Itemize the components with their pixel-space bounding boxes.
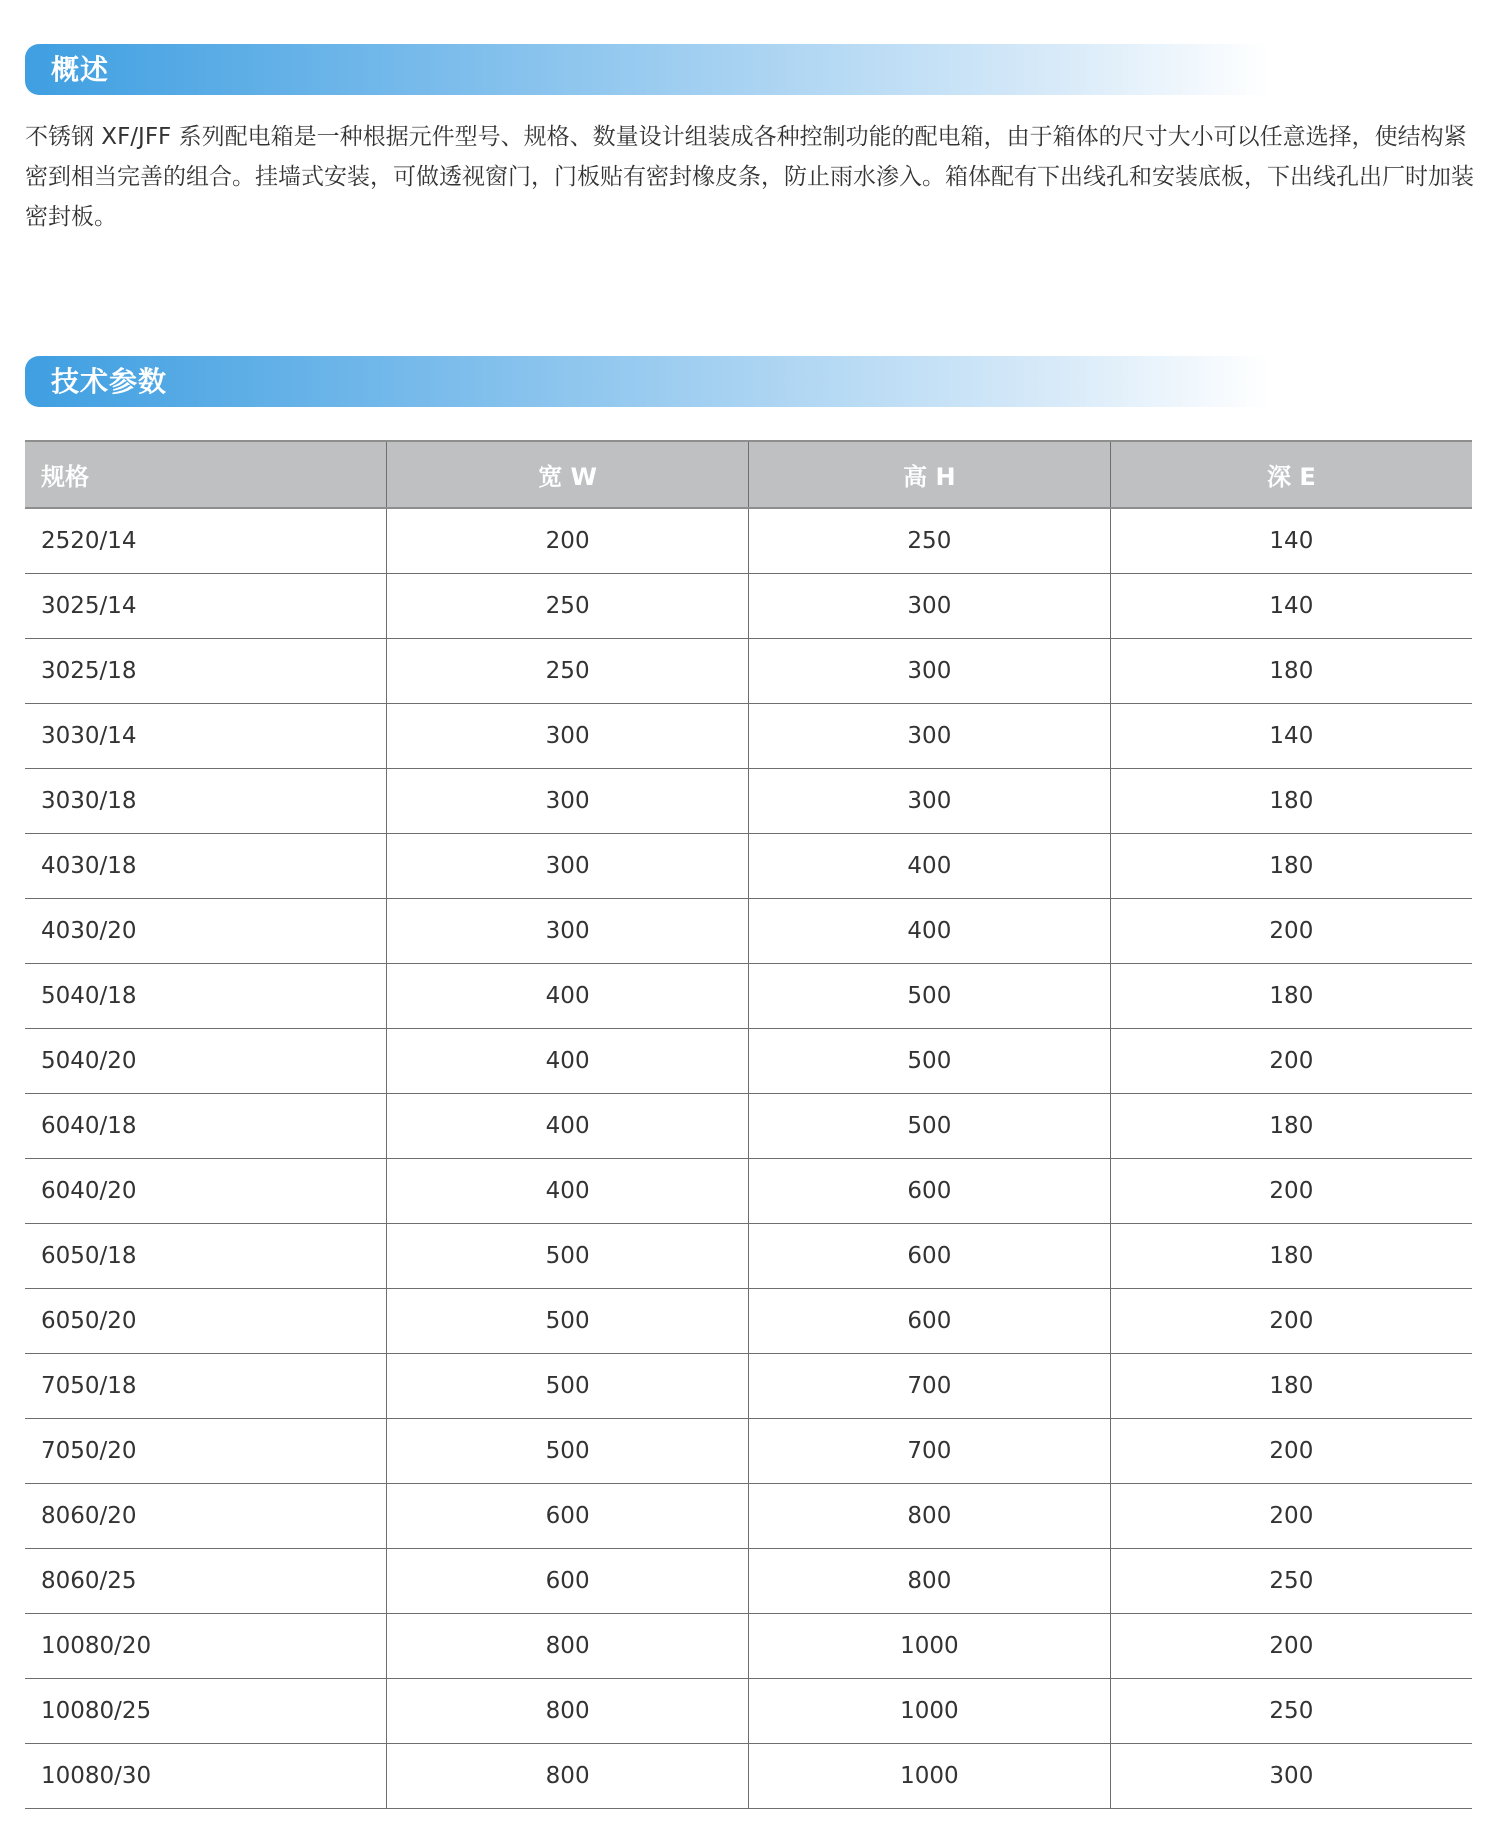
depth-cell: 250 xyxy=(1110,1549,1472,1614)
specs-section-header xyxy=(25,356,1472,407)
width-cell: 500 xyxy=(387,1224,749,1289)
table-row xyxy=(25,1484,1472,1549)
width-cell: 800 xyxy=(387,1614,749,1679)
width-cell: 300 xyxy=(387,899,749,964)
table-row xyxy=(25,834,1472,899)
width-cell: 300 xyxy=(387,769,749,834)
column-header-width: 宽 W xyxy=(387,441,749,508)
height-cell: 400 xyxy=(749,899,1111,964)
model-cell: 8060/20 xyxy=(25,1484,387,1549)
table-row xyxy=(25,1029,1472,1094)
height-cell: 1000 xyxy=(749,1614,1111,1679)
height-cell: 700 xyxy=(749,1354,1111,1419)
specs-title: 技术参数 xyxy=(51,365,168,398)
width-cell: 500 xyxy=(387,1289,749,1354)
depth-cell: 180 xyxy=(1110,834,1472,899)
depth-cell: 140 xyxy=(1110,574,1472,639)
depth-cell: 140 xyxy=(1110,704,1472,769)
depth-cell: 140 xyxy=(1110,508,1472,574)
width-cell: 400 xyxy=(387,1029,749,1094)
overview-title: 概述 xyxy=(51,53,110,86)
table-row xyxy=(25,964,1472,1029)
spec-table-body xyxy=(25,508,1472,1809)
model-cell: 4030/20 xyxy=(25,899,387,964)
model-cell: 5040/20 xyxy=(25,1029,387,1094)
table-row xyxy=(25,704,1472,769)
height-cell: 600 xyxy=(749,1289,1111,1354)
width-cell: 600 xyxy=(387,1549,749,1614)
overview-section-header xyxy=(25,44,1472,95)
column-header-model: 规格 xyxy=(25,441,387,508)
width-cell: 300 xyxy=(387,834,749,899)
depth-cell: 300 xyxy=(1110,1744,1472,1809)
table-row xyxy=(25,1549,1472,1614)
width-cell: 300 xyxy=(387,704,749,769)
model-cell: 6040/18 xyxy=(25,1094,387,1159)
height-cell: 1000 xyxy=(749,1679,1111,1744)
width-cell: 800 xyxy=(387,1744,749,1809)
depth-cell: 180 xyxy=(1110,639,1472,704)
depth-cell: 200 xyxy=(1110,899,1472,964)
table-row xyxy=(25,574,1472,639)
table-row xyxy=(25,1744,1472,1809)
column-header-height: 高 H xyxy=(749,441,1111,508)
height-cell: 300 xyxy=(749,769,1111,834)
table-row xyxy=(25,1679,1472,1744)
width-cell: 400 xyxy=(387,964,749,1029)
model-cell: 10080/30 xyxy=(25,1744,387,1809)
height-cell: 600 xyxy=(749,1159,1111,1224)
depth-cell: 200 xyxy=(1110,1484,1472,1549)
height-cell: 500 xyxy=(749,1029,1111,1094)
height-cell: 300 xyxy=(749,704,1111,769)
width-cell: 400 xyxy=(387,1094,749,1159)
model-cell: 10080/25 xyxy=(25,1679,387,1744)
height-cell: 300 xyxy=(749,639,1111,704)
height-cell: 1000 xyxy=(749,1744,1111,1809)
model-cell: 10080/20 xyxy=(25,1614,387,1679)
table-row xyxy=(25,508,1472,574)
table-row xyxy=(25,1614,1472,1679)
model-cell: 3030/14 xyxy=(25,704,387,769)
height-cell: 700 xyxy=(749,1419,1111,1484)
width-cell: 600 xyxy=(387,1484,749,1549)
table-row xyxy=(25,1289,1472,1354)
model-cell: 7050/20 xyxy=(25,1419,387,1484)
table-row xyxy=(25,899,1472,964)
model-cell: 4030/18 xyxy=(25,834,387,899)
depth-cell: 180 xyxy=(1110,1094,1472,1159)
width-cell: 800 xyxy=(387,1679,749,1744)
width-cell: 200 xyxy=(387,508,749,574)
column-header-depth: 深 E xyxy=(1110,441,1472,508)
table-row xyxy=(25,639,1472,704)
depth-cell: 200 xyxy=(1110,1614,1472,1679)
width-cell: 500 xyxy=(387,1354,749,1419)
model-cell: 6050/20 xyxy=(25,1289,387,1354)
height-cell: 800 xyxy=(749,1484,1111,1549)
height-cell: 250 xyxy=(749,508,1111,574)
model-cell: 7050/18 xyxy=(25,1354,387,1419)
model-cell: 6050/18 xyxy=(25,1224,387,1289)
depth-cell: 200 xyxy=(1110,1029,1472,1094)
table-row xyxy=(25,1354,1472,1419)
model-cell: 6040/20 xyxy=(25,1159,387,1224)
depth-cell: 180 xyxy=(1110,964,1472,1029)
width-cell: 400 xyxy=(387,1159,749,1224)
overview-text: 不锈钢 XF/JFF 系列配电箱是一种根据元件型号、规格、数量设计组装成各种控制功能的配电箱，由于箱体的尺寸大小可以任意选择，使结构紧密到相当完善的组合。挂墙式安装，可做透视窗门，门板贴有密封橡皮条，防止雨水渗入。箱体配有下出线孔和安装底板，下出线孔出厂时加装密封板。 xyxy=(25,124,1474,230)
height-cell: 300 xyxy=(749,574,1111,639)
model-cell: 3025/18 xyxy=(25,639,387,704)
height-cell: 600 xyxy=(749,1224,1111,1289)
height-cell: 500 xyxy=(749,964,1111,1029)
table-row xyxy=(25,1224,1472,1289)
depth-cell: 250 xyxy=(1110,1679,1472,1744)
model-cell: 3030/18 xyxy=(25,769,387,834)
depth-cell: 200 xyxy=(1110,1419,1472,1484)
depth-cell: 180 xyxy=(1110,769,1472,834)
width-cell: 500 xyxy=(387,1419,749,1484)
width-cell: 250 xyxy=(387,574,749,639)
spec-table-header-row xyxy=(25,441,1472,508)
model-cell: 5040/18 xyxy=(25,964,387,1029)
model-cell: 8060/25 xyxy=(25,1549,387,1614)
model-cell: 3025/14 xyxy=(25,574,387,639)
height-cell: 800 xyxy=(749,1549,1111,1614)
depth-cell: 180 xyxy=(1110,1354,1472,1419)
table-row xyxy=(25,769,1472,834)
table-row xyxy=(25,1094,1472,1159)
table-row xyxy=(25,1419,1472,1484)
spec-table xyxy=(25,440,1472,1809)
depth-cell: 180 xyxy=(1110,1224,1472,1289)
model-cell: 2520/14 xyxy=(25,508,387,574)
depth-cell: 200 xyxy=(1110,1159,1472,1224)
height-cell: 400 xyxy=(749,834,1111,899)
depth-cell: 200 xyxy=(1110,1289,1472,1354)
height-cell: 500 xyxy=(749,1094,1111,1159)
table-row xyxy=(25,1159,1472,1224)
width-cell: 250 xyxy=(387,639,749,704)
